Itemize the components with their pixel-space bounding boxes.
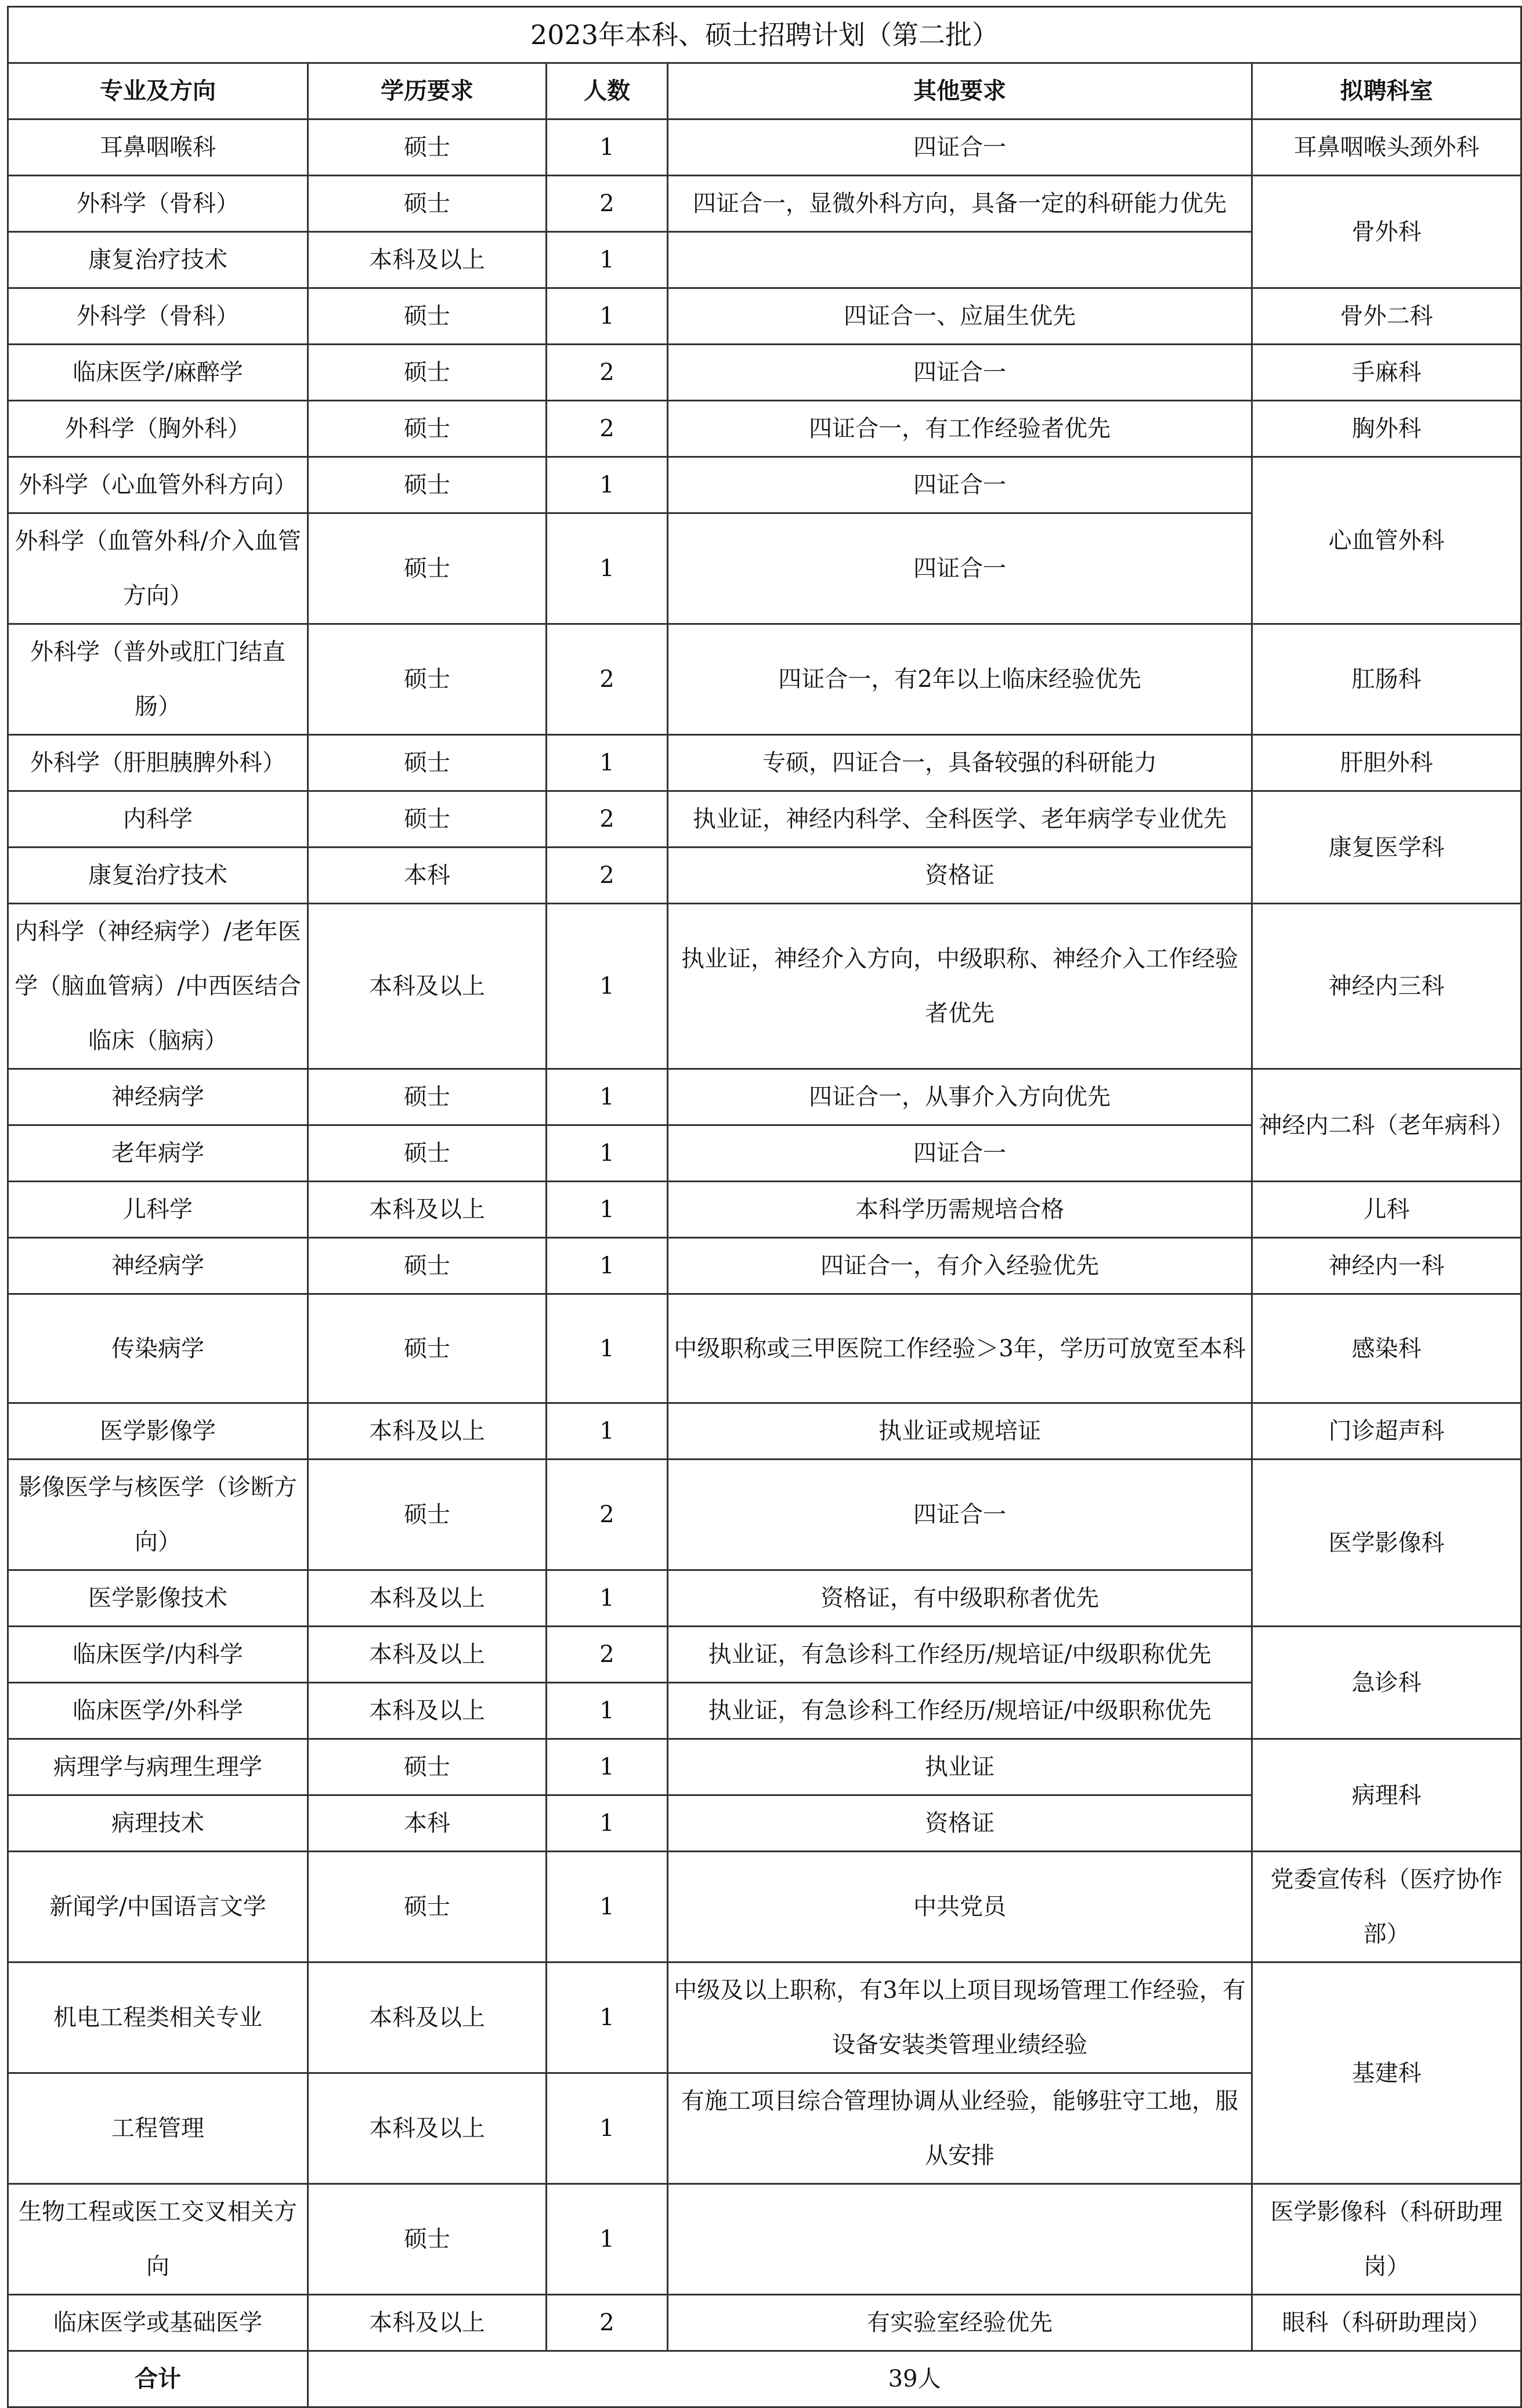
count-cell: 2 (547, 1460, 668, 1570)
education-cell: 本科 (308, 1795, 547, 1852)
count-cell: 1 (547, 735, 668, 791)
count-cell: 2 (547, 848, 668, 904)
requirements-cell: 中共党员 (668, 1852, 1252, 1962)
requirements-cell: 四证合一 (668, 120, 1252, 176)
major-cell: 临床医学/麻醉学 (8, 345, 308, 401)
major-cell: 工程管理 (8, 2073, 308, 2184)
count-cell: 1 (547, 1294, 668, 1403)
education-cell: 本科及以上 (308, 1182, 547, 1238)
education-cell: 本科及以上 (308, 2295, 547, 2351)
requirements-cell: 四证合一 (668, 457, 1252, 513)
education-cell: 硕士 (308, 176, 547, 232)
department-cell: 康复医学科 (1252, 791, 1521, 904)
department-cell: 神经内三科 (1252, 904, 1521, 1069)
education-cell: 本科及以上 (308, 1403, 547, 1460)
requirements-cell: 执业证，有急诊科工作经历/规培证/中级职称优先 (668, 1683, 1252, 1739)
requirements-cell: 执业证，神经内科学、全科医学、老年病学专业优先 (668, 791, 1252, 848)
requirements-cell: 四证合一 (668, 1125, 1252, 1182)
requirements-cell: 中级及以上职称，有3年以上项目现场管理工作经验，有设备安装类管理业绩经验 (668, 1962, 1252, 2073)
table-row (8, 1069, 1521, 1125)
department-cell: 心血管外科 (1252, 457, 1521, 624)
department-cell: 骨外二科 (1252, 288, 1521, 345)
requirements-cell: 四证合一，有工作经验者优先 (668, 401, 1252, 457)
education-cell: 硕士 (308, 624, 547, 735)
major-cell: 内科学 (8, 791, 308, 848)
count-cell: 2 (547, 176, 668, 232)
table-row (8, 1962, 1521, 2073)
education-cell: 硕士 (308, 1294, 547, 1403)
department-cell: 门诊超声科 (1252, 1403, 1521, 1460)
count-cell: 1 (547, 1962, 668, 2073)
education-cell: 硕士 (308, 1238, 547, 1294)
table-row (8, 624, 1521, 735)
education-cell: 本科及以上 (308, 2073, 547, 2184)
department-cell: 肛肠科 (1252, 624, 1521, 735)
table-row (8, 1460, 1521, 1570)
table-row (8, 1294, 1521, 1403)
department-cell: 胸外科 (1252, 401, 1521, 457)
count-cell: 1 (547, 1125, 668, 1182)
major-cell: 外科学（骨科） (8, 176, 308, 232)
count-cell: 1 (547, 1182, 668, 1238)
major-cell: 康复治疗技术 (8, 848, 308, 904)
requirements-cell: 四证合一，显微外科方向，具备一定的科研能力优先 (668, 176, 1252, 232)
table-row (8, 1627, 1521, 1683)
count-cell: 1 (547, 1852, 668, 1962)
requirements-cell: 执业证，神经介入方向，中级职称、神经介入工作经验者优先 (668, 904, 1252, 1069)
department-cell: 感染科 (1252, 1294, 1521, 1403)
department-cell: 医学影像科 (1252, 1460, 1521, 1627)
education-cell: 硕士 (308, 457, 547, 513)
count-cell: 2 (547, 1627, 668, 1683)
count-cell: 1 (547, 1069, 668, 1125)
table-row (8, 1182, 1521, 1238)
table-title: 2023年本科、硕士招聘计划（第二批） (8, 7, 1521, 63)
education-cell: 本科及以上 (308, 232, 547, 288)
header-count: 人数 (547, 63, 668, 120)
education-cell: 硕士 (308, 288, 547, 345)
header-edu: 学历要求 (308, 63, 547, 120)
count-cell: 2 (547, 2295, 668, 2351)
table-row (8, 735, 1521, 791)
major-cell: 临床医学/内科学 (8, 1627, 308, 1683)
education-cell: 硕士 (308, 513, 547, 624)
table-row (8, 1238, 1521, 1294)
requirements-cell: 有施工项目综合管理协调从业经验，能够驻守工地，服从安排 (668, 2073, 1252, 2184)
major-cell: 临床医学或基础医学 (8, 2295, 308, 2351)
major-cell: 生物工程或医工交叉相关方向 (8, 2184, 308, 2295)
education-cell: 硕士 (308, 1852, 547, 1962)
title-row (8, 7, 1521, 63)
major-cell: 传染病学 (8, 1294, 308, 1403)
department-cell: 骨外科 (1252, 176, 1521, 288)
major-cell: 病理技术 (8, 1795, 308, 1852)
department-cell: 急诊科 (1252, 1627, 1521, 1739)
count-cell: 1 (547, 1403, 668, 1460)
department-cell: 儿科 (1252, 1182, 1521, 1238)
requirements-cell (668, 2184, 1252, 2295)
table-row (8, 1403, 1521, 1460)
major-cell: 康复治疗技术 (8, 232, 308, 288)
table-row (8, 120, 1521, 176)
count-cell: 1 (547, 2184, 668, 2295)
count-cell: 1 (547, 120, 668, 176)
education-cell: 硕士 (308, 1069, 547, 1125)
count-cell: 1 (547, 1570, 668, 1627)
table-row (8, 401, 1521, 457)
header-requirements: 其他要求 (668, 63, 1252, 120)
major-cell: 神经病学 (8, 1238, 308, 1294)
requirements-cell: 资格证 (668, 1795, 1252, 1852)
major-cell: 儿科学 (8, 1182, 308, 1238)
table-row (8, 176, 1521, 232)
requirements-cell: 四证合一、应届生优先 (668, 288, 1252, 345)
education-cell: 本科 (308, 848, 547, 904)
major-cell: 外科学（血管外科/介入血管方向） (8, 513, 308, 624)
requirements-cell: 本科学历需规培合格 (668, 1182, 1252, 1238)
count-cell: 1 (547, 1739, 668, 1795)
table-row (8, 288, 1521, 345)
education-cell: 本科及以上 (308, 904, 547, 1069)
header-department: 拟聘科室 (1252, 63, 1521, 120)
count-cell: 1 (547, 1795, 668, 1852)
count-cell: 2 (547, 401, 668, 457)
major-cell: 医学影像学 (8, 1403, 308, 1460)
table-row (8, 2184, 1521, 2295)
major-cell: 机电工程类相关专业 (8, 1962, 308, 2073)
department-cell: 基建科 (1252, 1962, 1521, 2184)
table-row (8, 1852, 1521, 1962)
requirements-cell: 四证合一 (668, 513, 1252, 624)
requirements-cell (668, 232, 1252, 288)
major-cell: 内科学（神经病学）/老年医学（脑血管病）/中西医结合临床（脑病） (8, 904, 308, 1069)
table-row (8, 2295, 1521, 2351)
major-cell: 老年病学 (8, 1125, 308, 1182)
major-cell: 临床医学/外科学 (8, 1683, 308, 1739)
major-cell: 新闻学/中国语言文学 (8, 1852, 308, 1962)
header-major: 专业及方向 (8, 63, 308, 120)
total-row (8, 2351, 1521, 2407)
department-cell: 党委宣传科（医疗协作部） (1252, 1852, 1521, 1962)
total-label: 合计 (8, 2351, 308, 2407)
total-value: 39人 (308, 2351, 1521, 2407)
education-cell: 本科及以上 (308, 1570, 547, 1627)
department-cell: 眼科（科研助理岗） (1252, 2295, 1521, 2351)
requirements-cell: 执业证或规培证 (668, 1403, 1252, 1460)
count-cell: 1 (547, 232, 668, 288)
requirements-cell: 资格证，有中级职称者优先 (668, 1570, 1252, 1627)
department-cell: 耳鼻咽喉头颈外科 (1252, 120, 1521, 176)
requirements-cell: 四证合一，有2年以上临床经验优先 (668, 624, 1252, 735)
education-cell: 硕士 (308, 401, 547, 457)
education-cell: 本科及以上 (308, 1962, 547, 2073)
count-cell: 1 (547, 1683, 668, 1739)
education-cell: 硕士 (308, 345, 547, 401)
education-cell: 硕士 (308, 1460, 547, 1570)
count-cell: 1 (547, 288, 668, 345)
count-cell: 1 (547, 513, 668, 624)
requirements-cell: 四证合一，有介入经验优先 (668, 1238, 1252, 1294)
table-row (8, 791, 1521, 848)
requirements-cell: 执业证，有急诊科工作经历/规培证/中级职称优先 (668, 1627, 1252, 1683)
department-cell: 手麻科 (1252, 345, 1521, 401)
education-cell: 本科及以上 (308, 1683, 547, 1739)
count-cell: 1 (547, 457, 668, 513)
education-cell: 硕士 (308, 1125, 547, 1182)
count-cell: 1 (547, 2073, 668, 2184)
major-cell: 医学影像技术 (8, 1570, 308, 1627)
requirements-cell: 四证合一 (668, 1460, 1252, 1570)
department-cell: 神经内二科（老年病科） (1252, 1069, 1521, 1182)
requirements-cell: 有实验室经验优先 (668, 2295, 1252, 2351)
recruitment-plan-table (7, 6, 1522, 2408)
requirements-cell: 资格证 (668, 848, 1252, 904)
major-cell: 外科学（普外或肛门结直肠） (8, 624, 308, 735)
requirements-cell: 中级职称或三甲医院工作经验＞3年，学历可放宽至本科 (668, 1294, 1252, 1403)
table-row (8, 904, 1521, 1069)
requirements-cell: 四证合一 (668, 345, 1252, 401)
major-cell: 外科学（肝胆胰脾外科） (8, 735, 308, 791)
department-cell: 医学影像科（科研助理岗） (1252, 2184, 1521, 2295)
count-cell: 1 (547, 904, 668, 1069)
requirements-cell: 专硕，四证合一，具备较强的科研能力 (668, 735, 1252, 791)
major-cell: 病理学与病理生理学 (8, 1739, 308, 1795)
education-cell: 本科及以上 (308, 1627, 547, 1683)
table-row (8, 1739, 1521, 1795)
department-cell: 神经内一科 (1252, 1238, 1521, 1294)
count-cell: 2 (547, 624, 668, 735)
education-cell: 硕士 (308, 735, 547, 791)
major-cell: 影像医学与核医学（诊断方向） (8, 1460, 308, 1570)
requirements-cell: 四证合一，从事介入方向优先 (668, 1069, 1252, 1125)
education-cell: 硕士 (308, 2184, 547, 2295)
major-cell: 神经病学 (8, 1069, 308, 1125)
header-row (8, 63, 1521, 120)
table-row (8, 457, 1521, 513)
major-cell: 外科学（胸外科） (8, 401, 308, 457)
department-cell: 肝胆外科 (1252, 735, 1521, 791)
education-cell: 硕士 (308, 791, 547, 848)
major-cell: 外科学（骨科） (8, 288, 308, 345)
count-cell: 2 (547, 345, 668, 401)
major-cell: 外科学（心血管外科方向） (8, 457, 308, 513)
department-cell: 病理科 (1252, 1739, 1521, 1852)
education-cell: 硕士 (308, 1739, 547, 1795)
education-cell: 硕士 (308, 120, 547, 176)
count-cell: 1 (547, 1238, 668, 1294)
requirements-cell: 执业证 (668, 1739, 1252, 1795)
major-cell: 耳鼻咽喉科 (8, 120, 308, 176)
count-cell: 2 (547, 791, 668, 848)
table-row (8, 345, 1521, 401)
